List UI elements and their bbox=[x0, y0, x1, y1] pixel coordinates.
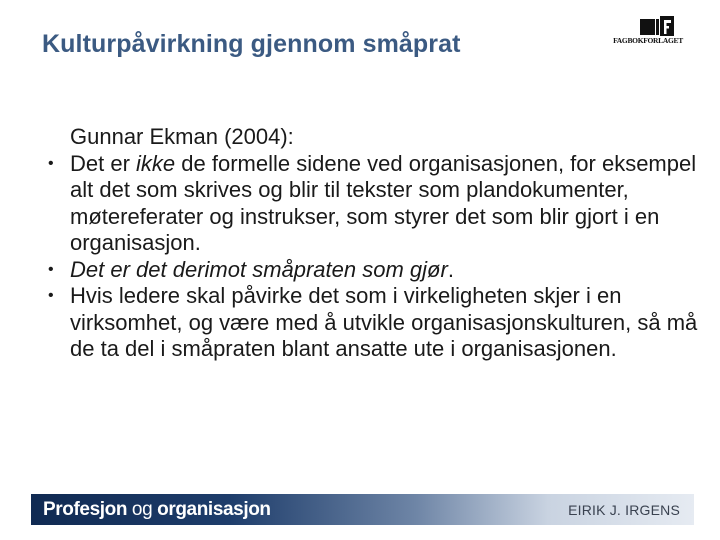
bullet-text: Det er bbox=[70, 150, 137, 176]
bullet-emphasis: Det er det derimot småpraten som gjør bbox=[70, 256, 448, 282]
slide-title: Kulturpåvirkning gjennom småprat bbox=[42, 30, 461, 58]
intro-line: Gunnar Ekman (2004): bbox=[70, 124, 294, 149]
book-icon bbox=[640, 16, 674, 36]
book-title-part: Profesjon bbox=[43, 499, 128, 520]
bullet-text: . bbox=[447, 256, 454, 282]
bullet-item bbox=[48, 283, 698, 363]
bullet-emphasis: ikke bbox=[136, 150, 176, 176]
book-title-part: og bbox=[131, 499, 153, 520]
bullet-marker: • bbox=[48, 287, 54, 304]
book-title-part: organisasjon bbox=[157, 499, 271, 520]
bullet-item bbox=[48, 151, 698, 257]
logo-text: FAGBOKFORLAGET bbox=[613, 36, 683, 45]
author-name: EIRIK J. IRGENS bbox=[568, 502, 680, 518]
footer-bar bbox=[31, 494, 694, 525]
bullet-marker: • bbox=[48, 154, 54, 172]
slide-body bbox=[48, 124, 698, 363]
bullet-item bbox=[48, 257, 698, 284]
publisher-logo bbox=[612, 16, 684, 50]
bullet-text: Hvis ledere skal påvirke det som i virkeligheten skjer i en virksomhet, og være med å utvikle organisasjonskulturen, så må de ta del i småpraten blant ansatte ute i organisasjonen. bbox=[70, 283, 698, 361]
book-title bbox=[43, 499, 271, 521]
bullet-list bbox=[48, 151, 698, 363]
bullet-marker: • bbox=[48, 260, 54, 278]
bullet-text: de formelle sidene ved organisasjonen, for eksempel alt det som skrives og blir til tekster som plandokumenter, møtereferater og instrukser, som styrer det som blir gjort i en organisasjon. bbox=[70, 150, 697, 255]
